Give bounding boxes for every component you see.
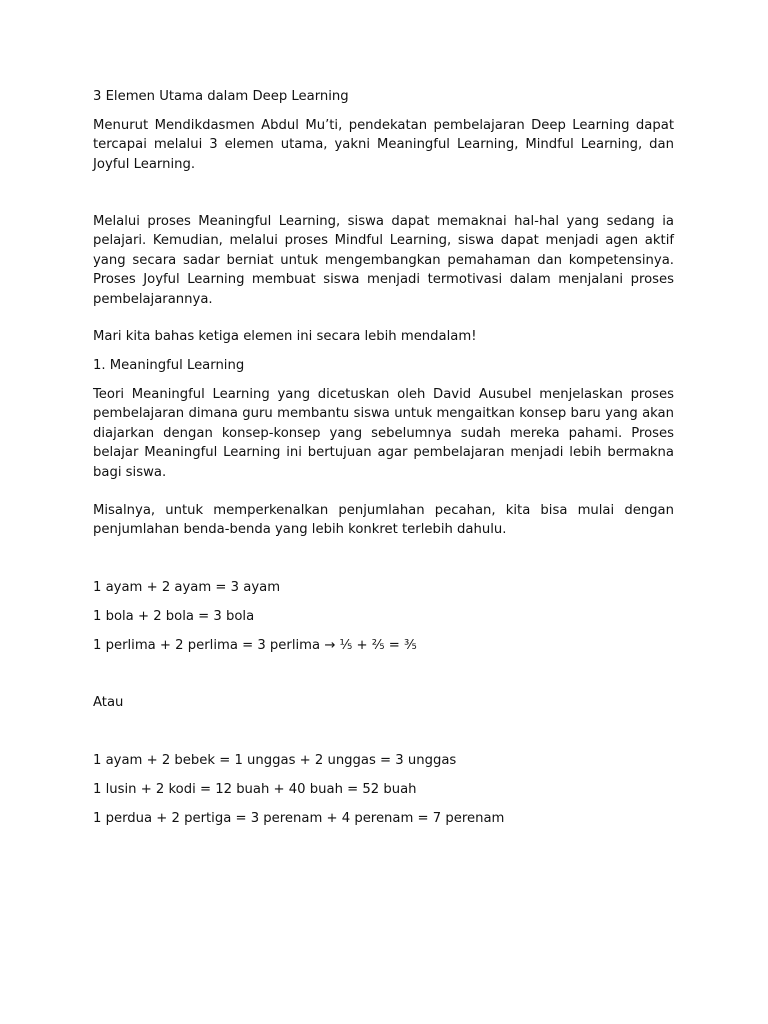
example-line-2: 1 bola + 2 bola = 3 bola [93, 609, 255, 624]
paragraph-transition: Mari kita bahas ketiga elemen ini secara lebih mendalam! [93, 329, 477, 344]
document-title: 3 Elemen Utama dalam Deep Learning [93, 89, 349, 104]
example-line-3: 1 perlima + 2 perlima = 3 perlima → ⅕ + ⅖ = ⅗ [93, 638, 417, 653]
paragraph-meaningful-learning: Teori Meaningful Learning yang dicetuskan oleh David Ausubel menjelaskan proses pembelajaran dimana guru membantu siswa untuk mengaitkan konsep baru yang akan diajarkan dengan konsep-konsep yang sebelumnya sudah mereka pahami. Proses belajar Meaningful Learning ini bertujuan agar pembelajaran menjadi lebih bermakna bagi siswa. [93, 387, 674, 480]
paragraph-intro: Menurut Mendikdasmen Abdul Mu’ti, pendekatan pembelajaran Deep Learning dapat tercapai melalui 3 elemen utama, yakni Meaningful Learning, Mindful Learning, dan Joyful Learning. [93, 118, 674, 172]
example-line-1: 1 ayam + 2 ayam = 3 ayam [93, 580, 281, 595]
document-page [93, 0, 674, 1024]
example-line-6: 1 perdua + 2 pertiga = 3 perenam + 4 perenam = 7 perenam [93, 811, 505, 826]
example-line-4: 1 ayam + 2 bebek = 1 unggas + 2 unggas = 3 unggas [93, 753, 457, 768]
text-atau: Atau [93, 695, 124, 710]
example-line-5: 1 lusin + 2 kodi = 12 buah + 40 buah = 52 buah [93, 782, 417, 797]
section-heading-meaningful-learning: 1. Meaningful Learning [93, 358, 245, 373]
paragraph-example-intro: Misalnya, untuk memperkenalkan penjumlahan pecahan, kita bisa mulai dengan penjumlahan benda-benda yang lebih konkret terlebih dahulu. [93, 503, 674, 538]
paragraph-elements-overview: Melalui proses Meaningful Learning, siswa dapat memaknai hal-hal yang sedang ia pelajari. Kemudian, melalui proses Mindful Learning, siswa dapat menjadi agen aktif yang secara sadar berniat untuk mengembangkan pemahaman dan kompetensinya. Proses Joyful Learning membuat siswa menjadi termotivasi dalam menjalani proses pembelajarannya. [93, 214, 674, 307]
